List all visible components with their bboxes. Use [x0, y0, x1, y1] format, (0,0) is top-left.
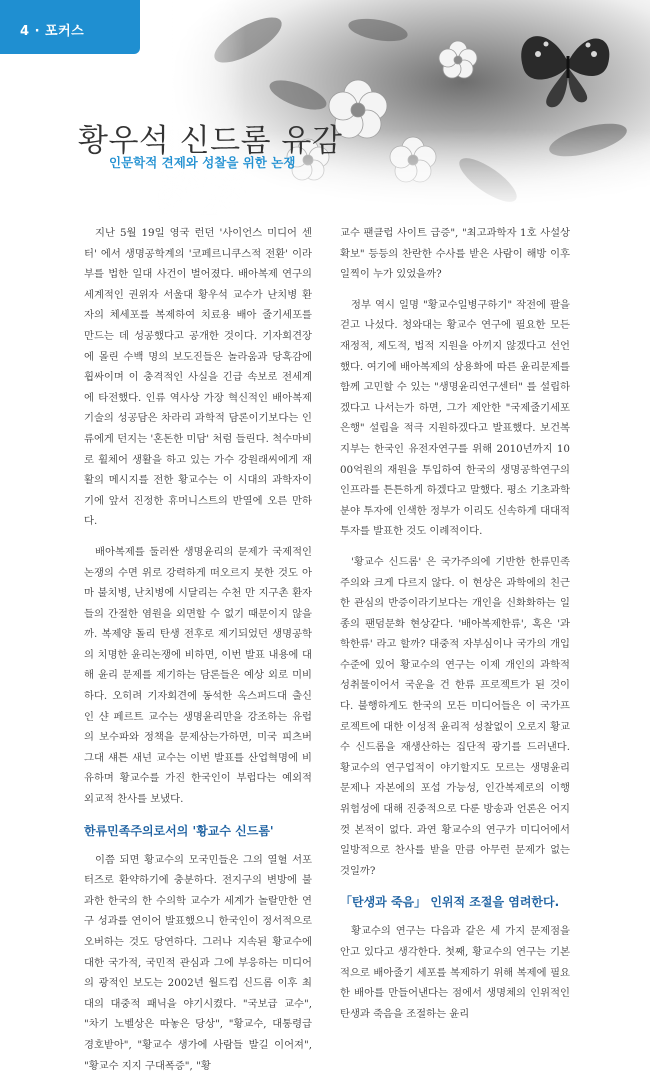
paragraph: 교수 팬클럽 사이트 급증", "최고과학자 1호 사설상 확보" 등등의 찬란한 수사를 받은 사람이 해방 이후 일찍이 누가 있었을까?: [340, 227, 570, 281]
section-heading-text: 한류민족주의로서의: [84, 823, 193, 838]
section-heading-highlight: 「탄생과 죽음」: [340, 895, 427, 910]
paragraph: 이쯤 되면 황교수의 모국민들은 그의 열혈 서포터즈로 환약하기에 충분하다. 전지구의 변방에 불과한 한국의 한 수의학 교수가 세계가 놀랄만한 연구 성과를 연이어 발표했으니 한국인이 정서적으로 오버하는 것도 당연하다. 그러나 지속된 황교수에 대한 국가적, 국민적 관심과 그에 부응하는 미디어의 광적인 보도는 2002년 월드컵 신드롬 이후 최대의 대중적 패닉을 야기시켰다. "국보급 교수", "차기 노벨상은 따놓은 당상", "황교수, 대통령급 경호받아", "황교수 생가에 사람들 발길 이어져", "황교수 지지 구대폭증", "황: [84, 853, 312, 1072]
paragraph: 지난 5월 19일 영국 런던 '사이언스 미디어 센터' 에서 생명공학계의 '코페르니쿠스적 전환' 이라 부를 법한 일대 사건이 벌어졌다. 배아복제 연구의 세계적인 권위자 서울대 황우석 교수가 난치병 환자의 체세포를 복제하여 치료용 배아 줄기세포를 만드는 데 성공했다고 공개한 것이다. 기자회견장에 몰린 수백 명의 보도진들은 놀라움과 당혹감에 휩싸이며 이 충격적인 사실을 긴급 속보로 전세계에 타전했다. 인류 역사상 가장 혁신적인 배아복제 기술의 성공담은 차라리 과학적 담론이기보다는 인류에게 던지는 '혼돈한 미담' 처럼 들린다. 척수마비로 휠체어 생활을 하고 있는 가수 강원래씨에게 재활의 메시지를 전한 황교수는 이 시대의 과학자이기에 앞서 진정한 휴머니스트의 반열에 오른 만하다.: [84, 227, 312, 528]
page-number-tab: [0, 0, 140, 54]
left-text-column: [84, 223, 312, 1086]
paragraph: '황교수 신드롬' 은 국가주의에 기반한 한류민족주의와 크게 다르지 않다. 이 현상은 과학에의 친근한 관심의 반증이라기보다는 개인을 신화화하는 일종의 팬덤문화 현상같다. '배아복제한류', 혹은 '과학한류' 라고 할까? 대중적 자부심이나 국가의 개입수준에 있어 황교수의 연구는 이제 개인의 과학적 성취물이어서 국운을 건 한류 프로젝트가 된 것이다. 불행하게도 한국의 모든 미디어들은 이 국가프로젝트에 대한 이성적 윤리적 성찰없이 오로지 황교수 신드롬을 재생산하는 집단적 광기를 드러낸다. 황교수의 연구업적이 야기할지도 모르는 생명윤리 문제나 자본에의 포섭 가능성, 인간복제로의 이행 위험성에 대해 진중적으로 다룬 방송과 언론은 어지껏 본적이 없다. 과연 황교수의 연구가 미디어에서 일방적으로 찬사를 받을 만큼 아무런 문제가 없는 것일까?: [340, 555, 570, 877]
section-heading: [340, 893, 570, 911]
paragraph: 황교수의 연구는 다음과 같은 세 가지 문제점을 안고 있다고 생각한다. 첫째, 황교수의 연구는 기본적으로 배아줄기 세포를 복제하기 위해 복제에 필요한 배아를 만들어낸다는 점에서 생명체의 인위적인 탄생과 죽음을 조절하는 윤리: [340, 925, 570, 1020]
section-heading: [84, 822, 312, 840]
article-title: 황우석 신드롬 유감: [78, 123, 343, 159]
paragraph: 배아복제를 둘러싼 생명윤리의 문제가 국제적인 논쟁의 수면 위로 강력하게 떠오르지 못한 것도 아마 불치병, 난치병에 시달리는 수천 만 지구촌 환자들의 간절한 염원을 외면할 수 없기 때문이지 않을까. 복제양 돌리 탄생 전후로 제기되었던 생명공학의 치명한 윤리논쟁에 비하면, 이번 발표 내용에 대해 윤리 문제를 제기하는 담론들은 예상 외로 미비하다. 오히려 기자회견에 동석한 옥스퍼드대 출신인 샨 페르트 교수는 생명윤리만을 강조하는 유럽의 보수파와 정책을 문제삼는가하면, 미국 피츠버그대 섀튼 새넌 교수는 이번 발표를 산업혁명에 비유하며 황교수를 가진 한국인이 부럽다는 예외적 외교적 찬사를 보냈다.: [84, 545, 312, 806]
paragraph: 정부 역시 일명 "황교수일병구하기" 작전에 팔을 걷고 나섰다. 청와대는 황교수 연구에 필요한 모든 재정적, 제도적, 법적 지원을 아끼지 않겠다고 선언했다. 여기에 배아복제의 상용화에 따른 윤리문제를 함께 고민할 수 있는 "생명윤리연구센터" 를 설립하겠다고 나서는가 하면, 그가 제안한 "국제줄기세포은행" 설립을 적극 지원하겠다고 발표했다. 보건복지부는 한국인 유전자연구를 위해 2010년까지 1000억원의 재원을 투입하여 한국의 생명공학연구의 인프라를 튼튼하게 하겠다고 말했다. 평소 기초과학 분야 투자에 인색한 정부가 이리도 신속하게 대대적 투자를 발표한 것도 이례적이다.: [340, 298, 570, 538]
section-heading-text: 인위적 조절을 염려한다.: [426, 895, 560, 910]
hero-photo-flowers-butterfly: [158, 0, 650, 215]
page-number-label: 4 · 포커스: [20, 24, 85, 39]
section-heading-highlight: '황교수 신드롬': [192, 823, 274, 838]
article-subtitle: 인문학적 견제와 성찰을 위한 논쟁: [109, 155, 296, 170]
right-text-column: [340, 223, 570, 1034]
